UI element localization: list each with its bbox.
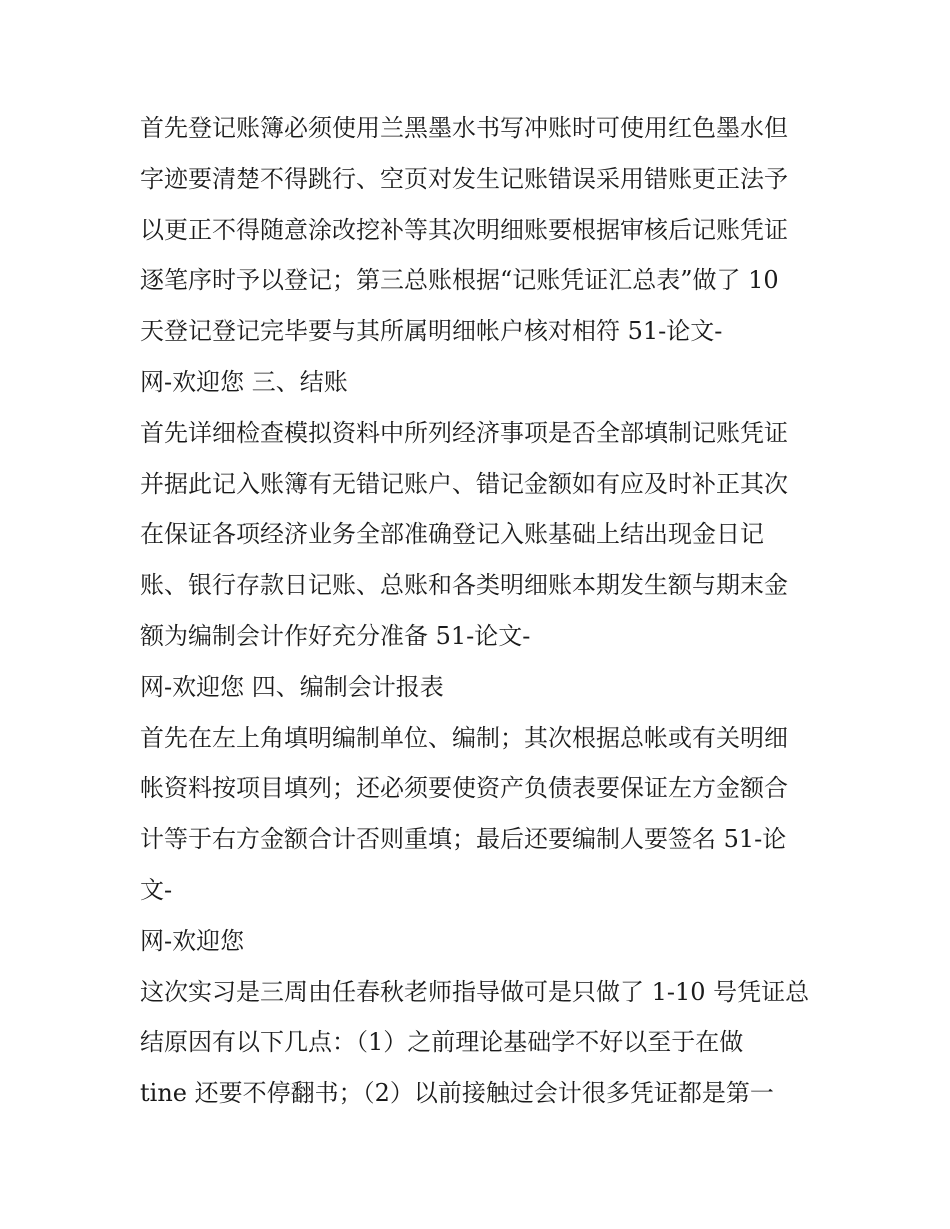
text-line: 帐资料按项目填列；还必须要使资产负债表要保证左方金额合 bbox=[140, 774, 788, 803]
section-heading-line: 网-欢迎您 四、编制会计报表 bbox=[140, 672, 444, 701]
text-line: 首先登记账簿必须使用兰黑墨水书写冲账时可使用红色墨水但 bbox=[140, 114, 788, 142]
section-heading-line: 网-欢迎您 三、结账 bbox=[140, 367, 348, 396]
text-line: 并据此记入账簿有无错记账户、错记金额如有应及时补正其次 bbox=[140, 469, 788, 498]
text-line: 在保证各项经济业务全部准确登记入账基础上结出现金日记 bbox=[140, 520, 764, 549]
text-line: 字迹要清楚不得跳行、空页对发生记账错误采用错账更正法予 bbox=[140, 164, 788, 193]
text-line: 额为编制会计作好充分准备 51-论文- bbox=[140, 621, 531, 650]
text-line: 网-欢迎您 bbox=[140, 926, 245, 955]
document-body bbox=[140, 103, 820, 1119]
text-line: 逐笔序时予以登记；第三总账根据“记账凭证汇总表”做了 10 bbox=[140, 266, 779, 295]
text-line: 首先详细检查模拟资料中所列经济事项是否全部填制记账凭证 bbox=[140, 418, 788, 447]
text-line: 这次实习是三周由任春秋老师指导做可是只做了 1-10 号凭证总 bbox=[140, 977, 810, 1006]
text-line: 首先在左上角填明编制单位、编制；其次根据总帐或有关明细 bbox=[140, 723, 788, 752]
text-line: 结原因有以下几点：（1）之前理论基础学不好以至于在做 bbox=[140, 1028, 744, 1057]
text-line: 天登记登记完毕要与其所属明细帐户核对相符 51-论文- bbox=[140, 317, 723, 346]
text-line: 计等于右方金额合计否则重填；最后还要编制人要签名 51-论 bbox=[140, 825, 787, 854]
text-line: 文- bbox=[140, 875, 173, 904]
text-line: 账、银行存款日记账、总账和各类明细账本期发生额与期末金 bbox=[140, 571, 788, 600]
text-line: tine 还要不停翻书；（2）以前接触过会计很多凭证都是第一 bbox=[140, 1079, 774, 1108]
text-line: 以更正不得随意涂改挖补等其次明细账要根据审核后记账凭证 bbox=[140, 215, 788, 244]
